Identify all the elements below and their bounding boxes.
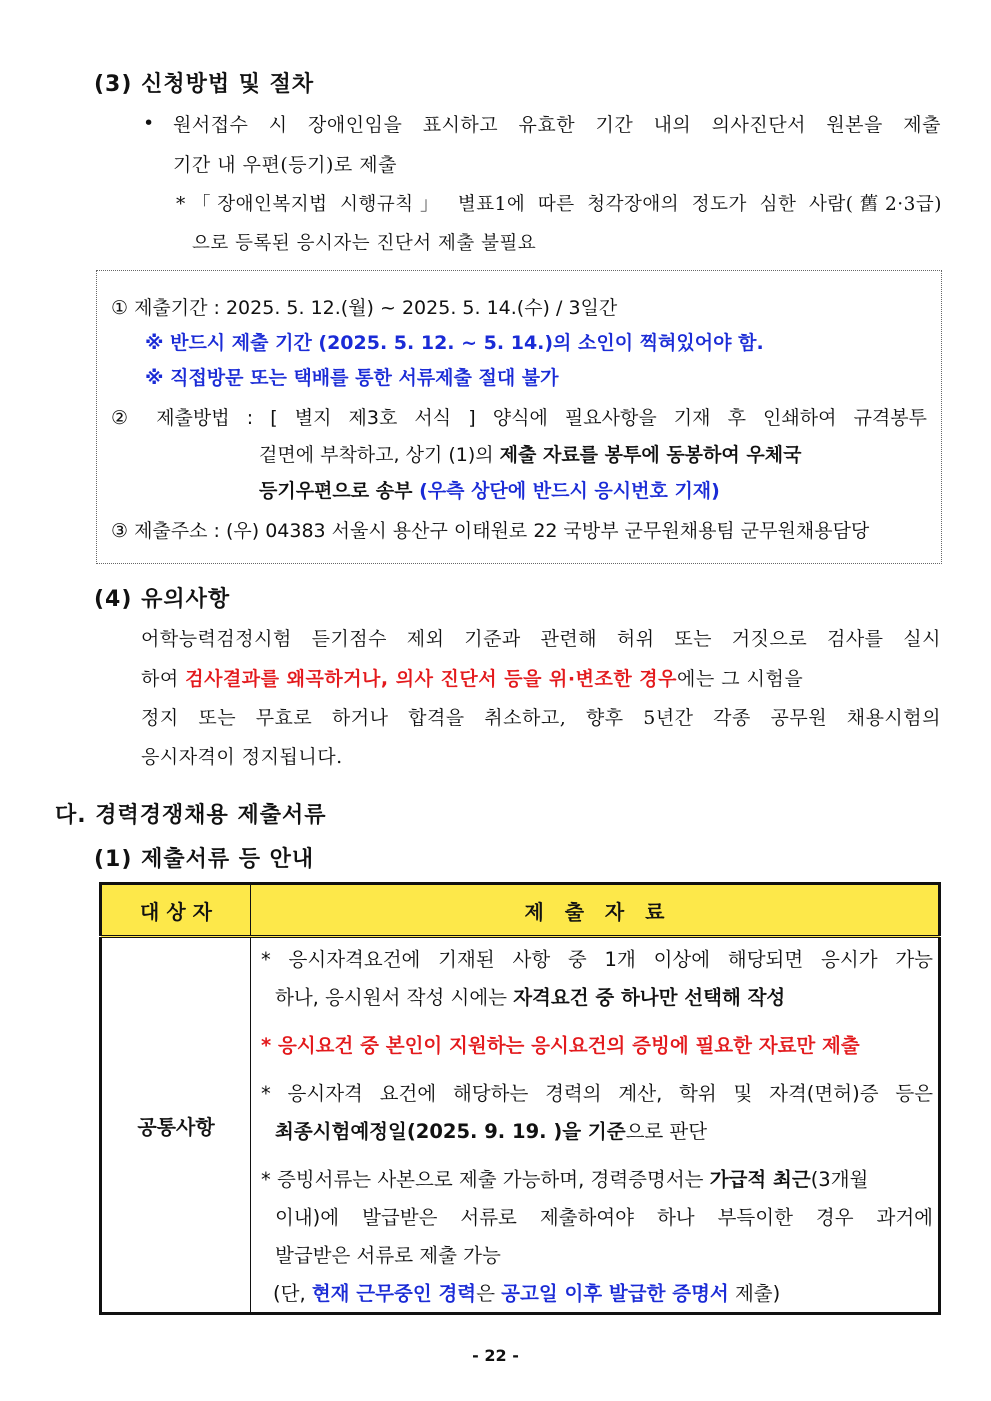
item-d-line-2: 이내)에 발급받은 서류로 제출하여야 하나 부득이한 경우 과거에 [275,1206,933,1229]
item-d-line-3: 발급받은 서류로 제출 가능 [275,1244,501,1267]
sec3-line-2: 기간 내 우편(등기)로 제출 [173,154,397,176]
item-a-line-2: 하나, 응시원서 작성 시에는 자격요건 중 하나만 선택해 작성 [275,986,786,1009]
sec3-note-2: 으로 등록된 응시자는 진단서 제출 불필요 [192,233,537,254]
table-header-target: 대 상 자 [101,884,251,937]
section-d-subtitle: (1) 제출서류 등 안내 [94,847,315,872]
sec4-line-3: 정지 또는 무효로 하거나 합격을 취소하고, 향후 5년간 각종 공무원 채용시험의 [141,707,941,729]
box-row-method: ② 제출방법 : [ 별지 제3호 서식 ] 양식에 필요사항을 기재 후 인쇄하여 규격봉투 [111,407,927,429]
section-3-title: (3) 신청방법 및 절차 [94,72,315,97]
item-d-line-1: * 증빙서류는 사본으로 제출 가능하며, 경력증명서는 가급적 최근(3개월 [261,1168,869,1191]
sec3-line-1: 원서접수 시 장애인임을 표시하고 유효한 기간 내의 의사진단서 원본을 제출 [173,114,941,136]
section-d-title: 다. 경력경쟁채용 제출서류 [55,803,327,828]
table-common-label: 공통사항 [101,937,251,1314]
sec4-line-4: 응시자격이 정지됩니다. [141,746,343,768]
table-common-content [251,937,940,1314]
documents-table [99,882,941,1315]
bullet: • [143,112,155,134]
box-row-period-note-1: ※ 반드시 제출 기간 (2025. 5. 12. ~ 5. 14.)의 소인이 찍혀있어야 함. [145,332,764,354]
sec4-line-1: 어학능력검정시험 듣기점수 제외 기준과 관련해 허위 또는 거짓으로 검사를 실시 [141,628,941,650]
table-header-materials: 제 출 자 료 [251,884,940,937]
section-4-title: (4) 유의사항 [94,587,231,612]
item-c-line-2: 최종시험예정일(2025. 9. 19. )을 기준으로 판단 [275,1120,708,1143]
item-c-line-1: * 응시자격 요건에 해당하는 경력의 계산, 학위 및 자격(면허)증 등은 [261,1082,933,1105]
sec3-note-1: *「장애인복지법 시행규칙」 별표1에 따른 청각장애의 정도가 심한 사람(舊2·3급) [176,194,942,215]
item-a-line-1: * 응시자격요건에 기재된 사항 중 1개 이상에 해당되면 응시가 가능 [261,948,933,971]
box-row-method-2: 겉면에 부착하고, 상기 (1)의 제출 자료를 봉투에 동봉하여 우체국 [259,444,802,466]
box-row-address: ③ 제출주소 : (우) 04383 서울시 용산구 이태원로 22 국방부 군무원채용팀 군무원채용담당 [111,520,870,542]
sec4-line-2: 하여 검사결과를 왜곡하거나, 의사 진단서 등을 위·변조한 경우에는 그 시험을 [141,668,804,690]
box-row-method-3: 등기우편으로 송부 (우측 상단에 반드시 응시번호 기재) [259,480,720,502]
submission-box [96,270,942,564]
box-row-period-note-2: ※ 직접방문 또는 택배를 통한 서류제출 절대 불가 [145,367,559,389]
page-number: - 22 - [472,1346,519,1365]
item-b-line-1: * 응시요건 중 본인이 지원하는 응시요건의 증빙에 필요한 자료만 제출 [261,1034,860,1057]
item-d-line-4: (단, 현재 근무중인 경력은 공고일 이후 발급한 증명서 제출) [273,1282,781,1305]
box-row-period: ① 제출기간 : 2025. 5. 12.(월) ~ 2025. 5. 14.(수) / 3일간 [111,297,618,319]
